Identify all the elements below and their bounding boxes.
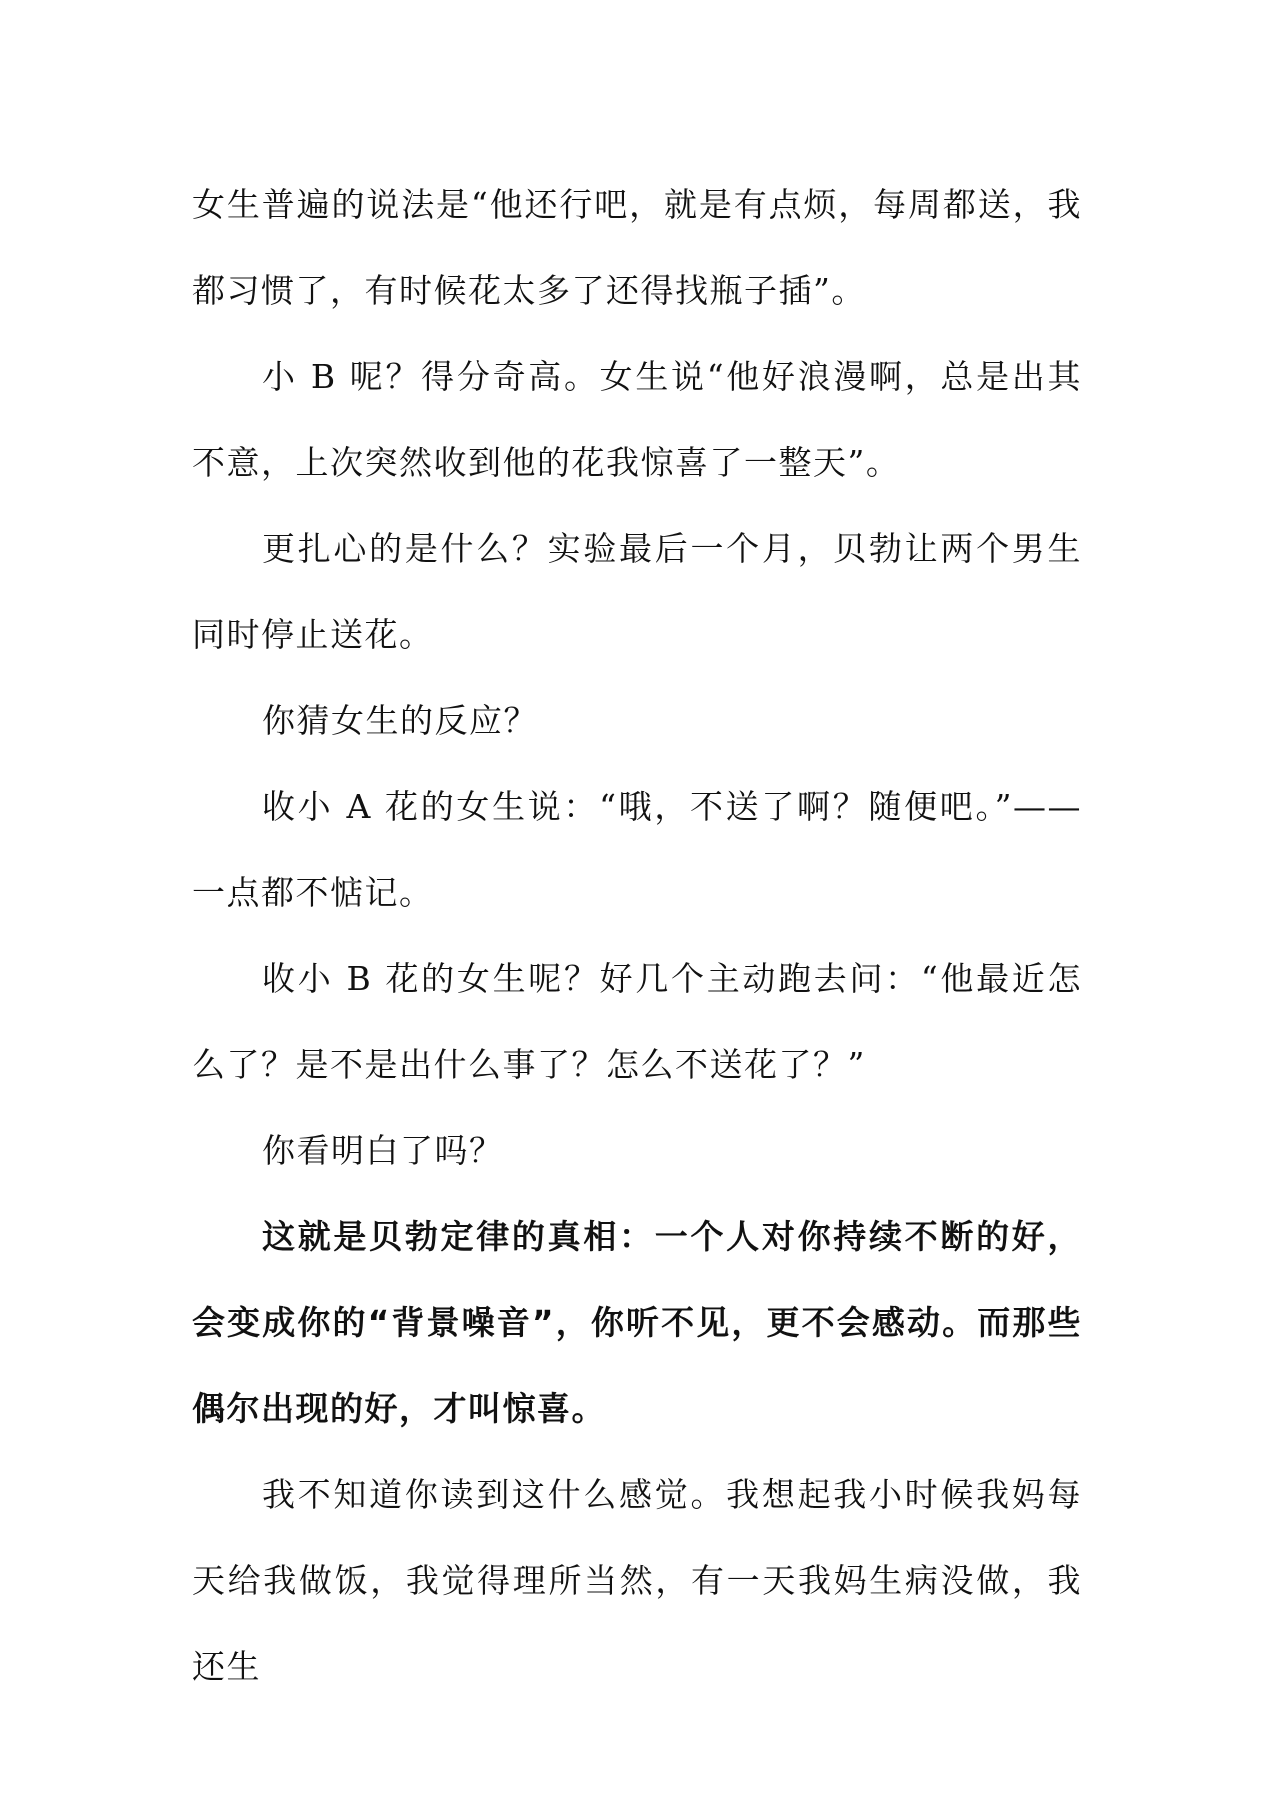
- paragraph-7: 你看明白了吗？: [262, 1131, 504, 1170]
- paragraph-4: 你猜女生的反应？: [262, 701, 538, 740]
- paragraph-5: 收小 A 花的女生说：“哦，不送了啊？随便吧。”——一点都不惦记。: [192, 787, 1082, 912]
- paragraph-9: 我不知道你读到这什么感觉。我想起我小时候我妈每天给我做饭，我觉得理所当然，有一天我妈生病没做，我还生: [192, 1475, 1082, 1686]
- emphasis-paragraph: 这就是贝勃定律的真相：一个人对你持续不断的好，会变成你的“背景噪音”，你听不见，更不会感动。而那些偶尔出现的好，才叫惊喜。: [192, 1217, 1082, 1428]
- body-text: [192, 162, 1082, 1710]
- paragraph-3: 更扎心的是什么？实验最后一个月，贝勃让两个男生同时停止送花。: [192, 529, 1082, 654]
- paragraph-6: 收小 B 花的女生呢？好几个主动跑去问：“他最近怎么了？是不是出什么事了？怎么不送花了？”: [192, 959, 1082, 1084]
- paragraph-2: 小 B 呢？得分奇高。女生说“他好浪漫啊，总是出其不意，上次突然收到他的花我惊喜了一整天”。: [192, 357, 1082, 482]
- paragraph-1: 女生普遍的说法是“他还行吧，就是有点烦，每周都送，我都习惯了，有时候花太多了还得找瓶子插”。: [192, 185, 1082, 310]
